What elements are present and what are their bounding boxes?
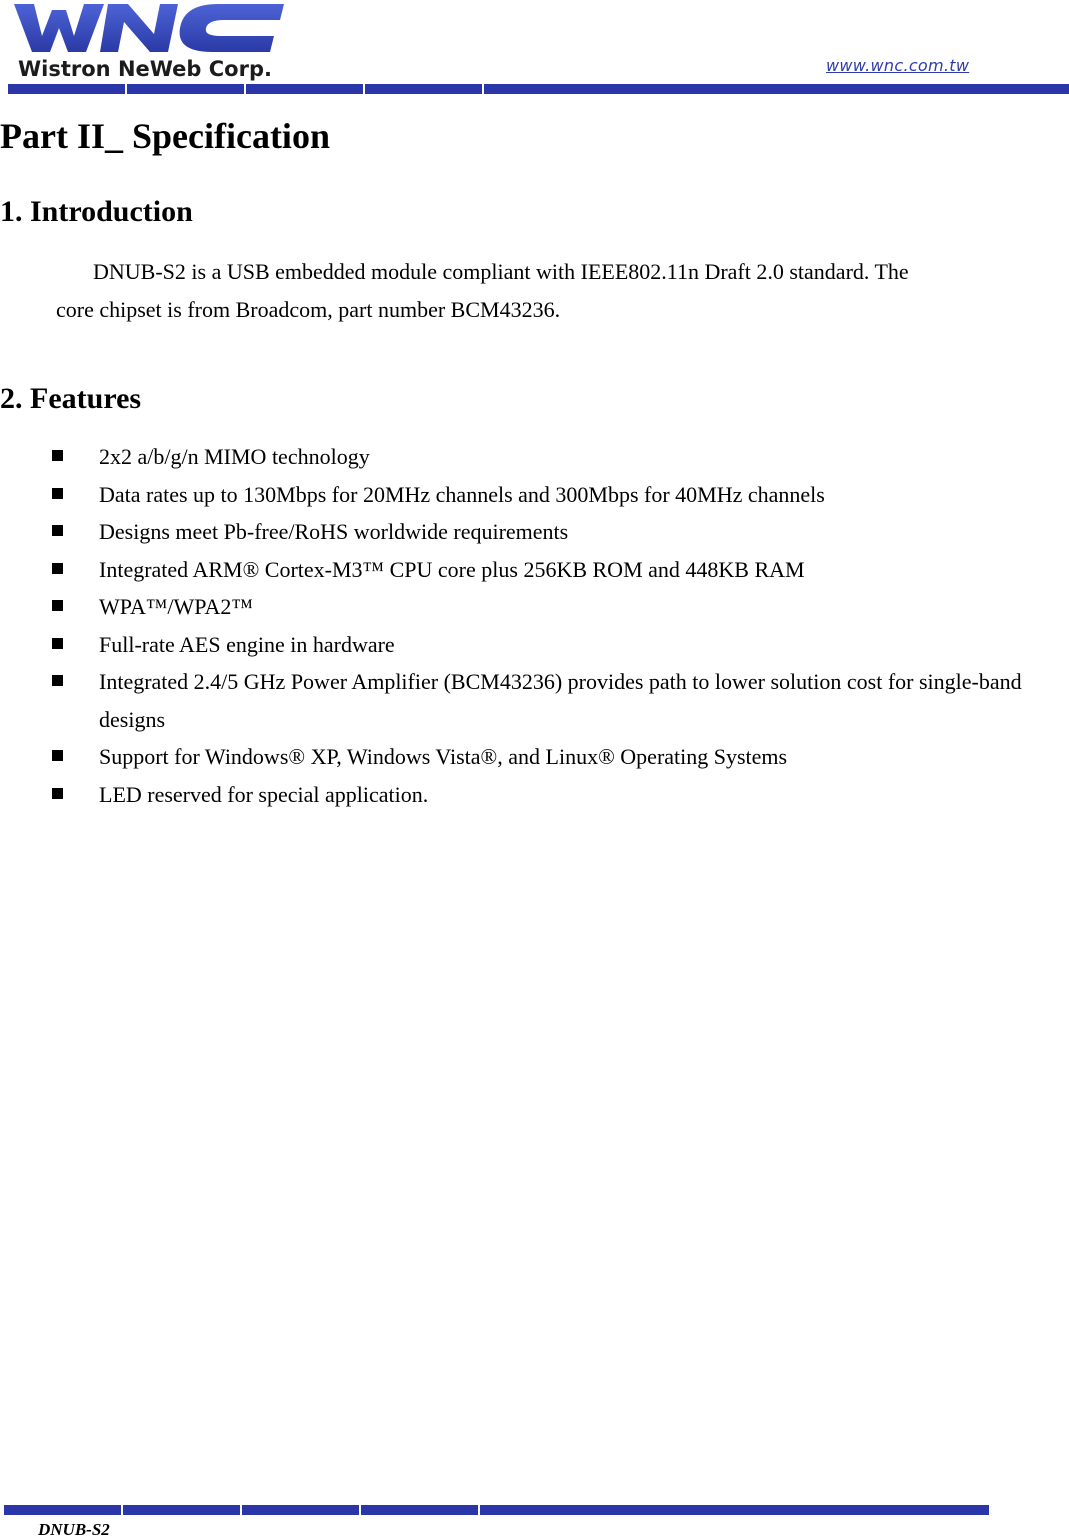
section-heading-features: 2. Features bbox=[0, 382, 142, 415]
intro-line-2: core chipset is from Broadcom, part number BCM43236. bbox=[56, 297, 561, 322]
feature-item bbox=[0, 513, 1039, 551]
feature-text: Designs meet Pb-free/RoHS worldwide requirements bbox=[99, 519, 569, 544]
feature-text: Integrated ARM® Cortex-M3™ CPU core plus 256KB ROM and 448KB RAM bbox=[99, 556, 805, 582]
introduction-paragraph bbox=[56, 253, 1046, 329]
feature-item bbox=[0, 588, 1039, 626]
feature-item bbox=[0, 738, 1039, 776]
feature-item bbox=[0, 551, 1039, 589]
intro-line-1: DNUB-S2 is a USB embedded module compliant with IEEE802.11n Draft 2.0 standard. The bbox=[93, 259, 909, 284]
feature-item bbox=[0, 438, 1039, 476]
feature-item bbox=[0, 663, 1039, 738]
features-list bbox=[0, 438, 1069, 813]
feature-text: Full-rate AES engine in hardware bbox=[99, 631, 395, 657]
website-link[interactable]: www.wnc.com.tw bbox=[826, 56, 970, 75]
feature-item bbox=[0, 476, 1039, 514]
feature-item bbox=[0, 776, 1039, 814]
feature-text: Integrated 2.4/5 GHz Power Amplifier (BCM43236) provides path to lower solution cost for single-band designs bbox=[99, 669, 1022, 732]
wnc-logo bbox=[8, 0, 288, 84]
logo-company-text: Wistron NeWeb Corp. bbox=[18, 57, 272, 81]
feature-text: 2x2 a/b/g/n MIMO technology bbox=[99, 444, 370, 469]
footer-divider bbox=[4, 1505, 989, 1515]
square-bullet-icon bbox=[52, 638, 63, 649]
square-bullet-icon bbox=[52, 788, 63, 799]
footer-model-label: DNUB-S2 bbox=[38, 1520, 110, 1539]
square-bullet-icon bbox=[52, 563, 63, 574]
feature-text: LED reserved for special application. bbox=[99, 781, 429, 807]
square-bullet-icon bbox=[52, 450, 63, 461]
part-title: Part II_ Specification bbox=[0, 116, 330, 156]
feature-text: WPA™/WPA2™ bbox=[99, 594, 253, 619]
header-divider bbox=[8, 84, 1069, 94]
feature-text: Support for Windows® XP, Windows Vista®, and Linux® Operating Systems bbox=[99, 744, 788, 769]
square-bullet-icon bbox=[52, 750, 63, 761]
square-bullet-icon bbox=[52, 675, 63, 686]
square-bullet-icon bbox=[52, 600, 63, 611]
section-heading-introduction: 1. Introduction bbox=[0, 195, 193, 228]
feature-item bbox=[0, 626, 1039, 664]
square-bullet-icon bbox=[52, 525, 63, 536]
square-bullet-icon bbox=[52, 488, 63, 499]
feature-text: Data rates up to 130Mbps for 20MHz channels and 300Mbps for 40MHz channels bbox=[99, 481, 825, 507]
